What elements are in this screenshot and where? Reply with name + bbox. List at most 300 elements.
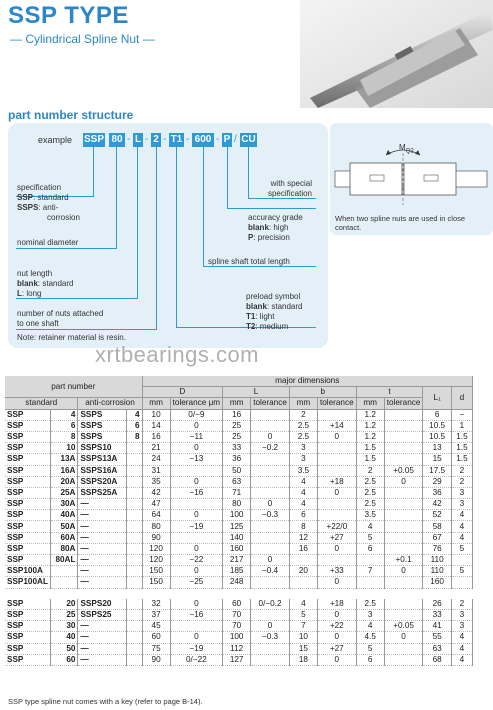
table-cell: 60 (50, 654, 78, 665)
table-cell (127, 599, 142, 610)
table-cell: −11 (170, 431, 223, 442)
table-cell: SSPS (78, 431, 127, 442)
table-cell (127, 577, 142, 588)
table-cell: 2 (356, 465, 384, 476)
table-cell: 16 (142, 431, 170, 442)
table-cell (170, 465, 223, 476)
table-cell: 16 (289, 543, 317, 554)
table-cell: SSPS13A (78, 454, 127, 465)
table-cell: 90 (142, 654, 170, 665)
table-cell: 1.5 (356, 443, 384, 454)
table-cell (251, 609, 290, 620)
table-cell: 47 (142, 499, 170, 510)
table-header-cell: L (223, 387, 290, 398)
table-cell: 0 (170, 443, 223, 454)
table-cell (127, 499, 142, 510)
table-cell: 17.5 (423, 465, 451, 476)
table-cell: 15 (289, 643, 317, 654)
table-cell: SSP100AL (5, 577, 50, 588)
table-cell: 13 (423, 443, 451, 454)
table-cell: 14 (142, 420, 170, 431)
table-row (5, 599, 473, 610)
table-cell (170, 532, 223, 543)
table-cell: +0.1 (384, 555, 423, 566)
table-header-cell: major dimensions (142, 376, 472, 387)
table-cell: 3 (451, 487, 472, 498)
table-cell: 0 (317, 487, 356, 498)
table-cell: 37 (142, 609, 170, 620)
table-cell: 112 (223, 643, 251, 654)
table-cell: 4 (451, 643, 472, 654)
table-cell: 0 (384, 632, 423, 643)
table-cell: 5 (356, 532, 384, 543)
table-cell: 1.5 (451, 443, 472, 454)
table-header-cell: L₁ (423, 387, 451, 409)
table-cell: 3.5 (356, 510, 384, 521)
table-cell (384, 499, 423, 510)
chip-dash: - (127, 134, 131, 145)
table-cell: 60 (223, 599, 251, 610)
table-cell: 20 (50, 599, 78, 610)
table-cell: 50A (50, 521, 78, 532)
table-cell: 2.5 (356, 599, 384, 610)
table-cell: 4 (289, 476, 317, 487)
example-label: example (38, 135, 73, 145)
table-cell: 248 (223, 577, 251, 588)
table-cell: 58 (423, 521, 451, 532)
table-cell: 32 (142, 599, 170, 610)
table-cell (170, 621, 223, 632)
table-cell: 6 (127, 420, 142, 431)
table-cell: +33 (317, 566, 356, 577)
table-cell: 4 (451, 632, 472, 643)
table-cell: 41 (423, 621, 451, 632)
table-cell: 0 (317, 609, 356, 620)
table-cell (384, 420, 423, 431)
table-cell: SSP (5, 465, 50, 476)
table-row (5, 632, 473, 643)
table-cell: 40 (50, 632, 78, 643)
table-cell (127, 521, 142, 532)
table-cell: 71 (223, 487, 251, 498)
table-cell: 2 (451, 599, 472, 610)
table-cell (251, 487, 290, 498)
table-cell: 4 (356, 521, 384, 532)
table-cell: 0/−9 (170, 409, 223, 420)
table-cell (384, 454, 423, 465)
table-cell: SSP (5, 621, 50, 632)
table-cell: — (78, 621, 127, 632)
table-cell: 0 (170, 420, 223, 431)
table-cell: — (78, 654, 127, 665)
table-cell: 1.2 (356, 431, 384, 442)
table-row (5, 409, 473, 420)
table-cell: 4 (289, 487, 317, 498)
table-cell (127, 632, 142, 643)
table-cell: +22 (317, 621, 356, 632)
table-cell: 0 (170, 476, 223, 487)
table-cell: — (78, 555, 127, 566)
table-cell: 217 (223, 555, 251, 566)
table-cell: 64 (142, 510, 170, 521)
preload-label: preload symbol blank: standard T1: light T2: medium (246, 292, 303, 331)
table-cell: 26 (423, 599, 451, 610)
table-cell: 6 (423, 409, 451, 420)
table-cell (127, 555, 142, 566)
table-cell: 70 (223, 609, 251, 620)
table-cell: 80 (142, 521, 170, 532)
table-cell: +14 (317, 420, 356, 431)
table-cell: 63 (223, 476, 251, 487)
table-cell: 3 (451, 499, 472, 510)
table-cell: 20 (289, 566, 317, 577)
chip-ssp: SSP (83, 134, 104, 145)
table-cell: 8 (127, 431, 142, 442)
table-cell: 5 (451, 566, 472, 577)
table-cell: SSP (5, 643, 50, 654)
table-cell: 80A (50, 543, 78, 554)
table-cell: 60 (142, 632, 170, 643)
special-label: with special specification (267, 179, 312, 198)
table-row (5, 454, 473, 465)
table-cell: 150 (142, 577, 170, 588)
table-cell: SSP (5, 543, 50, 554)
table-cell (251, 476, 290, 487)
table-cell: SSP (5, 599, 50, 610)
table-cell (384, 609, 423, 620)
table-row (5, 499, 473, 510)
table-cell: 36 (423, 487, 451, 498)
table-cell: SSPS (78, 420, 127, 431)
chip-diameter: 80 (109, 133, 125, 147)
table-cell (127, 443, 142, 454)
chip-accuracy: P (223, 134, 231, 145)
table-row (5, 487, 473, 498)
table-cell (251, 654, 290, 665)
table-cell (127, 621, 142, 632)
table-cell: 6 (356, 543, 384, 554)
table-row (5, 609, 473, 620)
moment-label: $M_{Q2}$ (399, 143, 414, 155)
table-header-cell: d (451, 387, 472, 409)
table-row (5, 443, 473, 454)
table-cell: SSP (5, 654, 50, 665)
table-cell: SSP (5, 632, 50, 643)
note-label: Note: retainer material is resin. (17, 333, 126, 342)
table-cell (251, 532, 290, 543)
table-cell: 35 (142, 476, 170, 487)
table-cell: 13A (50, 454, 78, 465)
table-cell: 25 (50, 609, 78, 620)
table-cell: SSP (5, 454, 50, 465)
spec-table (5, 376, 473, 666)
table-cell: SSP100A (5, 566, 50, 577)
table-cell: 4 (451, 510, 472, 521)
table-cell: +27 (317, 532, 356, 543)
nuts-label: number of nuts attached to one shaft (17, 309, 104, 328)
table-cell: 40A (50, 510, 78, 521)
table-cell: −13 (170, 454, 223, 465)
table-cell: SSPS16A (78, 465, 127, 476)
table-cell: 10.5 (423, 420, 451, 431)
chip-nuts: 2 (151, 133, 161, 147)
table-cell: 75 (142, 643, 170, 654)
table-cell (384, 510, 423, 521)
table-cell: −0.2 (251, 443, 290, 454)
table-cell: +27 (317, 643, 356, 654)
table-cell (356, 577, 384, 588)
table-cell: SSP (5, 431, 50, 442)
table-row (5, 566, 473, 577)
table-cell: 67 (423, 532, 451, 543)
table-cell: 0 (317, 577, 356, 588)
table-cell: — (78, 510, 127, 521)
table-cell: SSPS25 (78, 609, 127, 620)
table-cell: 2.5 (356, 487, 384, 498)
table-cell: 2 (451, 465, 472, 476)
table-header-cell: D (142, 387, 223, 398)
table-cell: −0.3 (251, 510, 290, 521)
table-cell: SSPS (78, 409, 127, 420)
chip-preload: T1 (170, 134, 183, 145)
table-cell (127, 566, 142, 577)
table-cell: 160 (223, 543, 251, 554)
table-cell: SSP (5, 532, 50, 543)
table-cell: 1 (451, 420, 472, 431)
table-cell (127, 510, 142, 521)
table-cell: 80AL (50, 555, 78, 566)
table-cell (127, 532, 142, 543)
table-cell: 15 (423, 454, 451, 465)
table-cell: −22 (170, 555, 223, 566)
table-cell: 10.5 (423, 431, 451, 442)
table-cell (251, 465, 290, 476)
table-cell (317, 465, 356, 476)
table-cell: 18 (289, 654, 317, 665)
spec-label: specification SSP: standard SSPS: anti- corrosion (17, 183, 80, 222)
table-cell: 160 (423, 577, 451, 588)
table-cell: 50 (223, 465, 251, 476)
table-cell: 20A (50, 476, 78, 487)
table-cell (451, 577, 472, 588)
table-cell (50, 577, 78, 588)
table-cell: 55 (423, 632, 451, 643)
table-cell: 10 (289, 632, 317, 643)
table-cell (384, 443, 423, 454)
table-header-cell: standard (5, 398, 78, 409)
table-cell (251, 409, 290, 420)
table-cell: — (78, 521, 127, 532)
accuracy-label: accuracy grade blank: high P: precision (248, 213, 303, 242)
table-cell: SSP (5, 476, 50, 487)
table-row (5, 510, 473, 521)
table-cell: 16 (223, 409, 251, 420)
table-cell: 4 (50, 409, 78, 420)
table-row (5, 555, 473, 566)
table-row (5, 577, 473, 588)
chip-dash: - (186, 134, 190, 145)
table-cell: 3 (451, 621, 472, 632)
table-cell: 1.2 (356, 420, 384, 431)
table-header-cell: t (356, 387, 423, 398)
table-cell: 7 (356, 566, 384, 577)
table-cell: 140 (223, 532, 251, 543)
table-cell: 21 (142, 443, 170, 454)
table-header-cell: tolerance μm (170, 398, 223, 409)
table-cell: — (78, 499, 127, 510)
table-cell: SSP (5, 409, 50, 420)
table-cell: 76 (423, 543, 451, 554)
table-cell: 125 (223, 521, 251, 532)
table-cell (127, 543, 142, 554)
table-cell: 100 (223, 632, 251, 643)
table-cell: 5 (289, 609, 317, 620)
table-cell: 0 (170, 510, 223, 521)
table-cell: 3 (289, 443, 317, 454)
table-cell: 24 (142, 454, 170, 465)
chip-dash: / (234, 134, 237, 145)
table-cell: 8 (50, 431, 78, 442)
table-row (5, 621, 473, 632)
product-photo (300, 0, 493, 108)
table-cell: SSPS25A (78, 487, 127, 498)
table-cell: 3 (356, 609, 384, 620)
table-header-cell: mm (356, 398, 384, 409)
table-header-cell: tolerance (317, 398, 356, 409)
footnote: SSP type spline nut comes with a key (refer to page B-14). (8, 697, 203, 706)
table-cell: 10 (50, 443, 78, 454)
table-header-cell: mm (289, 398, 317, 409)
chip-dash: - (163, 134, 167, 145)
table-cell: 0 (251, 431, 290, 442)
table-cell: 3.5 (289, 465, 317, 476)
table-cell: +18 (317, 599, 356, 610)
table-cell (289, 555, 317, 566)
table-cell: 30 (50, 621, 78, 632)
table-cell: 110 (423, 566, 451, 577)
chip-dash: - (216, 134, 220, 145)
table-cell: 2 (289, 409, 317, 420)
table-cell (317, 454, 356, 465)
table-cell: 33 (423, 609, 451, 620)
table-cell: 10 (142, 409, 170, 420)
table-cell: −16 (170, 609, 223, 620)
table-cell: 4 (127, 409, 142, 420)
table-cell: 5 (356, 643, 384, 654)
table-cell (317, 443, 356, 454)
table-cell: 127 (223, 654, 251, 665)
table-cell (384, 654, 423, 665)
table-cell: +0.05 (384, 465, 423, 476)
table-cell: SSPS20 (78, 599, 127, 610)
length-label: nut length blank: standard L: long (17, 269, 74, 298)
table-cell: 33 (223, 443, 251, 454)
table-cell: SSP (5, 609, 50, 620)
table-cell: 25 (223, 431, 251, 442)
table-row (5, 521, 473, 532)
table-cell: 45 (142, 621, 170, 632)
table-cell (384, 599, 423, 610)
page-subtitle: — Cylindrical Spline Nut — (10, 32, 155, 46)
table-cell: SSP (5, 487, 50, 498)
table-cell: 3 (451, 609, 472, 620)
table-cell: 90 (142, 532, 170, 543)
table-cell (251, 420, 290, 431)
table-cell: SSP (5, 443, 50, 454)
table-cell: 36 (223, 454, 251, 465)
table-cell: 0 (251, 499, 290, 510)
table-cell (384, 532, 423, 543)
table-cell: 42 (142, 487, 170, 498)
table-cell (317, 510, 356, 521)
nominal-label: nominal diameter (17, 238, 79, 247)
table-cell: — (78, 543, 127, 554)
diagram-note: When two spline nuts are used in close contact. (335, 214, 466, 232)
table-cell: 2.5 (356, 476, 384, 487)
table-header-row (5, 398, 473, 409)
table-header-cell: mm (223, 398, 251, 409)
table-row (5, 543, 473, 554)
table-cell: SSP (5, 420, 50, 431)
table-cell: 0 (251, 621, 290, 632)
table-cell: +0.05 (384, 621, 423, 632)
table-cell: 80 (223, 499, 251, 510)
table-cell (127, 654, 142, 665)
table-cell: 0 (384, 566, 423, 577)
table-cell (127, 609, 142, 620)
table-cell (384, 431, 423, 442)
table-cell: 52 (423, 510, 451, 521)
table-cell: 31 (142, 465, 170, 476)
table-cell: — (78, 632, 127, 643)
table-cell: — (78, 532, 127, 543)
table-header-cell: part number (5, 376, 142, 398)
table-cell (384, 521, 423, 532)
table-cell: 0 (251, 555, 290, 566)
table-cell: 2 (451, 476, 472, 487)
table-cell (251, 454, 290, 465)
table-header-cell: b (289, 387, 356, 398)
table-cell: 2.5 (289, 431, 317, 442)
table-cell (451, 555, 472, 566)
table-cell: −25 (170, 577, 223, 588)
table-cell: 4 (451, 654, 472, 665)
table-row (5, 643, 473, 654)
table-cell: 2.5 (289, 420, 317, 431)
table-cell: 68 (423, 654, 451, 665)
table-cell (384, 409, 423, 420)
table-cell (251, 577, 290, 588)
table-cell: 6 (289, 510, 317, 521)
table-cell: 70 (223, 621, 251, 632)
table-cell (127, 476, 142, 487)
table-cell: SSP (5, 510, 50, 521)
table-cell: −19 (170, 521, 223, 532)
table-cell (127, 487, 142, 498)
table-cell: 7 (289, 621, 317, 632)
table-cell (50, 566, 78, 577)
page-title: SSP TYPE (8, 2, 129, 29)
table-cell: 0 (317, 654, 356, 665)
table-cell: 25A (50, 487, 78, 498)
table-cell: 50 (50, 643, 78, 654)
table-cell: +22/0 (317, 521, 356, 532)
table-cell: 120 (142, 543, 170, 554)
table-cell: 5 (451, 543, 472, 554)
table-cell: 25 (223, 420, 251, 431)
table-cell: 4 (356, 621, 384, 632)
table-cell (384, 487, 423, 498)
